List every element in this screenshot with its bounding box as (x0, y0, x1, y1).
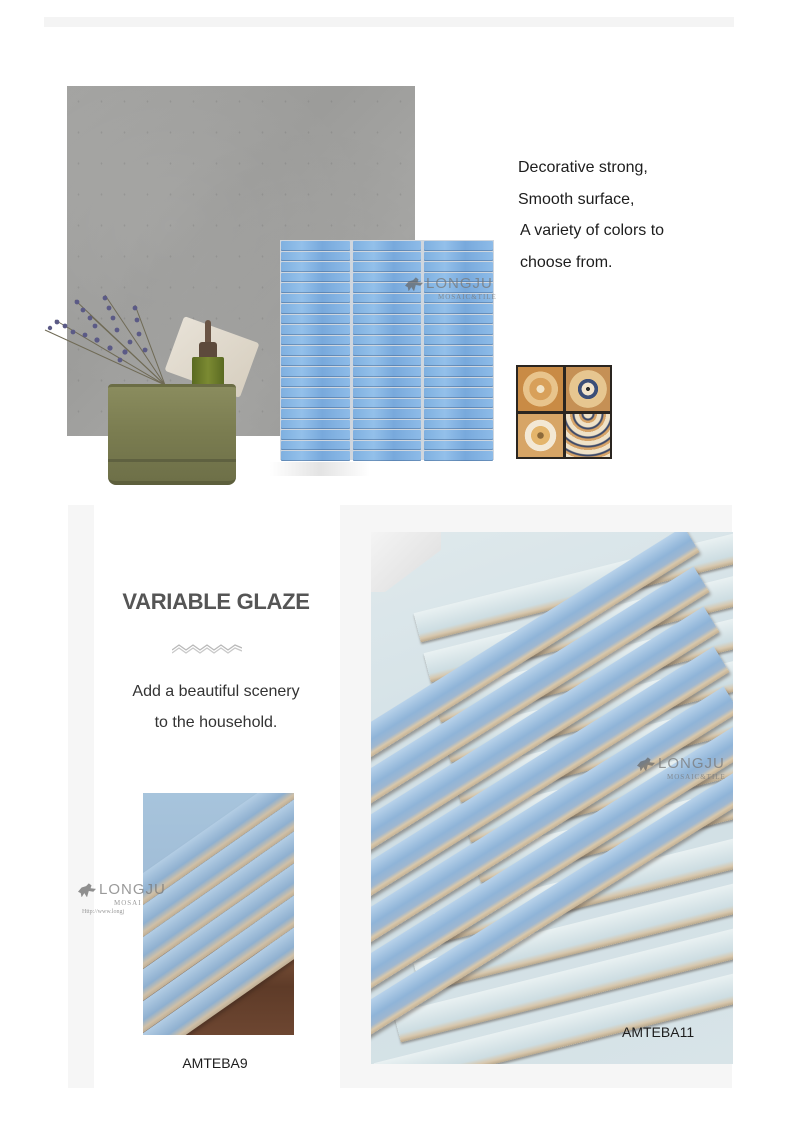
green-bottle-image (192, 357, 224, 387)
paper-corner (371, 532, 441, 592)
bottle-nozzle (205, 320, 211, 344)
sheet-shadow (270, 462, 370, 476)
left-panel-background (68, 505, 94, 1088)
ornament-quadrant (518, 414, 563, 458)
lavender-bouquet-image (35, 290, 175, 390)
watermark-brand: LONGJU (99, 881, 166, 898)
description-line-1: Decorative strong, (518, 159, 648, 176)
subtitle-line-1: Add a beautiful scenery (132, 683, 300, 700)
ornament-quadrant (518, 367, 563, 411)
horse-logo-icon (405, 277, 423, 291)
product-code-amteba9: AMTEBA9 (182, 1055, 248, 1071)
feature-title: VARIABLE GLAZE (122, 589, 310, 614)
blue-mosaic-sheet-image (280, 240, 494, 460)
description-line-3: A variety of colors to (520, 222, 665, 239)
watermark-hero (405, 276, 497, 301)
bottle-cap (199, 342, 217, 358)
description-line-2: Smooth surface, (518, 190, 635, 208)
watermark-subtitle: MOSAIC&TILE (667, 773, 726, 781)
horse-logo-icon (78, 883, 96, 897)
product-code-amteba11: AMTEBA11 (622, 1024, 695, 1040)
zigzag-icon (172, 643, 242, 655)
feature-subtitle (96, 676, 336, 738)
description-line-4: choose from. (520, 253, 613, 271)
watermark-url: Http://www.longj (82, 909, 125, 915)
watermark-small (78, 882, 166, 915)
watermark-subtitle: MOSAIC&TILE (438, 293, 497, 301)
watermark-brand: LONGJU (426, 275, 493, 292)
watermark-subtitle: MOSAI (114, 899, 142, 907)
green-basket-image (108, 384, 236, 485)
watermark-big (637, 756, 726, 781)
ornament-quadrant (566, 367, 611, 411)
ornament-quadrant (566, 414, 611, 458)
top-divider-strip (44, 17, 734, 27)
hero-description (518, 152, 664, 278)
ornamental-tile-image (516, 365, 612, 459)
watermark-brand: LONGJU (658, 755, 725, 772)
product-image-amteba11 (371, 532, 733, 1064)
horse-logo-icon (637, 757, 655, 771)
subtitle-line-2: to the household. (154, 714, 278, 731)
